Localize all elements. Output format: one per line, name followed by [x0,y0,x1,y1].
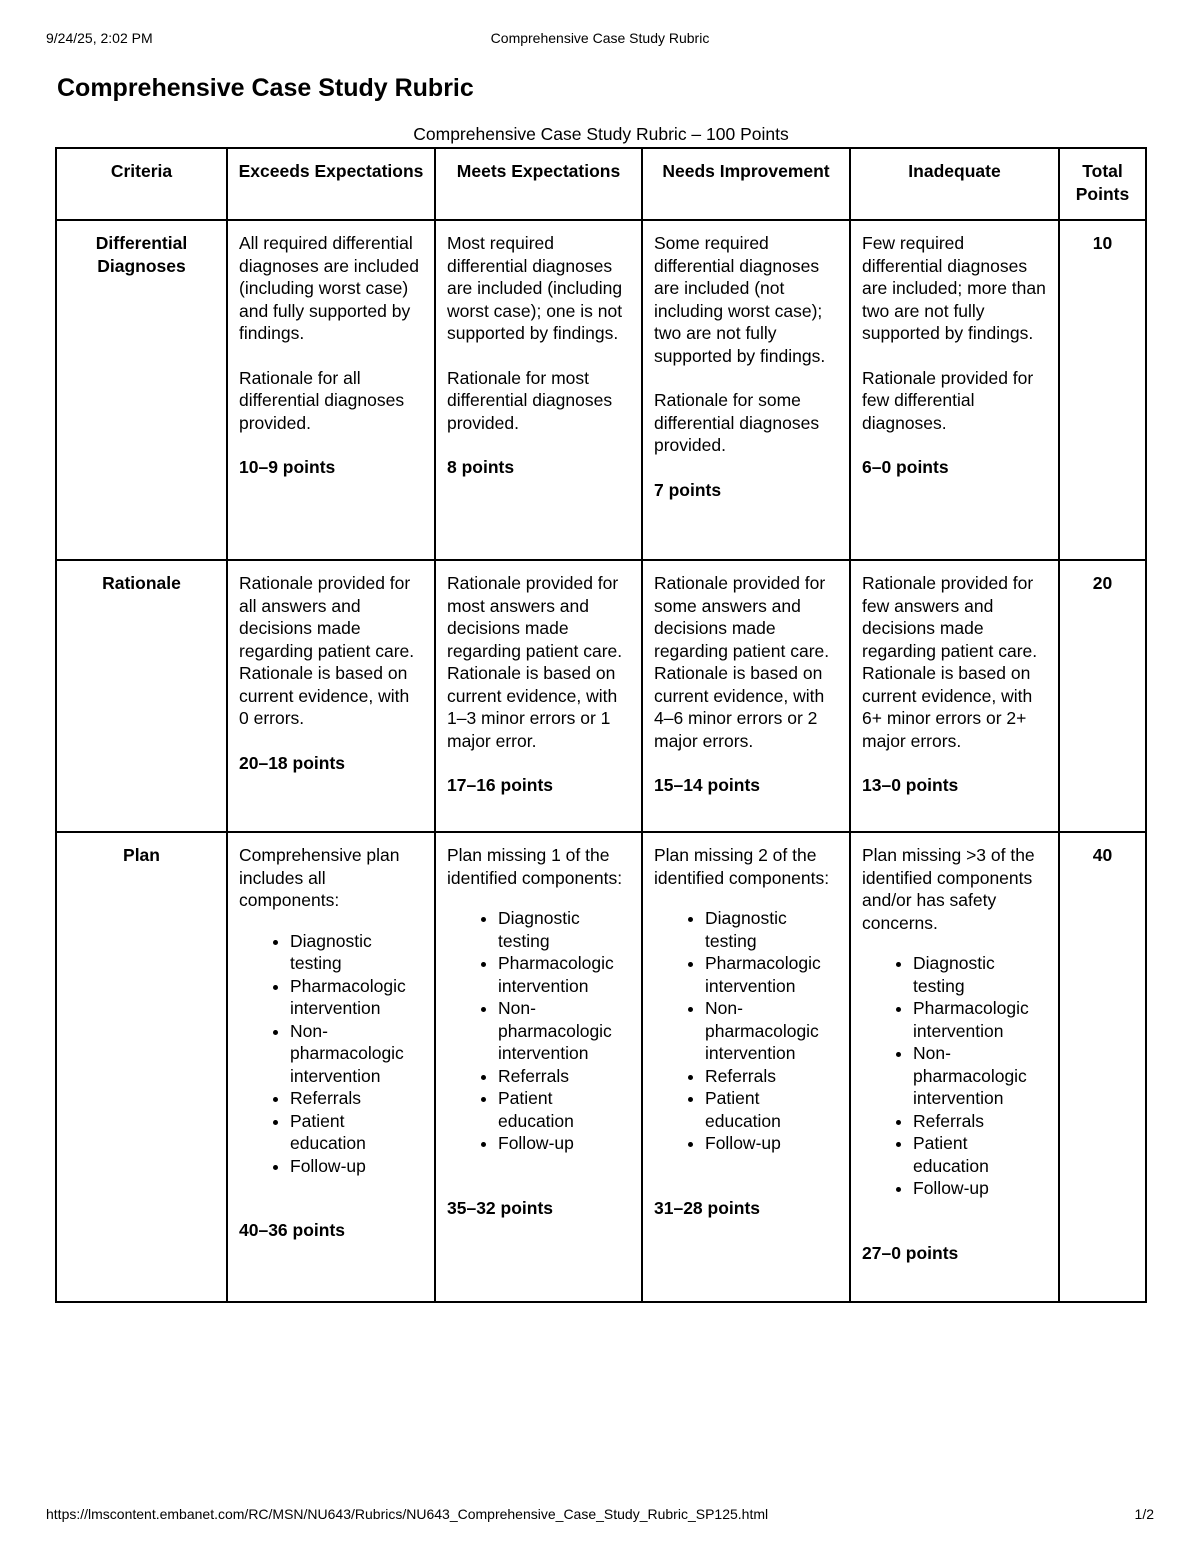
list-item: • Referrals [913,1110,1047,1133]
table-row [56,220,1146,560]
component-list [239,930,423,1178]
cell-description: Rationale provided for most answers and decisions made regarding patient care. Rationale is based on current evidence, with 1–3 minor errors or 1 major error. [447,573,623,751]
rubric-cell [435,220,642,560]
cell-rationale: Rationale provided for few differential diagnoses. [862,367,1034,433]
cell-points: 13–0 points [862,775,959,795]
list-item: • Follow-up [290,1155,423,1178]
rubric-cell [642,220,850,560]
table-caption: Comprehensive Case Study Rubric – 100 Points [413,124,789,144]
component-list [447,907,630,1155]
list-item: • Diagnostic testing [290,930,423,975]
cell-rationale: Rationale for most differential diagnoses provided. [447,367,613,433]
cell-points: 10–9 points [239,457,336,477]
cell-rationale: Rationale for some differential diagnoses provided. [654,390,820,455]
print-doc-title: Comprehensive Case Study Rubric [490,30,710,46]
cell-description: Few required differential diagnoses are included; more than two are not fully supported by findings. [862,233,1046,343]
criteria-cell: Rationale [56,560,227,832]
list-item: • Non-pharmacologic intervention [913,1042,1047,1110]
rubric-cell [227,832,435,1302]
rubric-cell [227,220,435,560]
col-header-inadequate: Inadequate [850,148,1059,220]
col-header-meets: Meets Expectations [435,148,642,220]
cell-description: Comprehensive plan includes all components: [239,845,400,910]
list-item: • Non-pharmacologic intervention [705,997,838,1065]
list-item: • Pharmacologic intervention [705,952,838,997]
list-item: • Referrals [705,1065,838,1088]
cell-description: Plan missing 1 of the identified components: [447,845,623,888]
list-item: • Patient education [498,1087,630,1132]
total-points-cell: 40 [1059,832,1146,1302]
rubric-cell [227,560,435,832]
cell-points: 7 points [654,479,722,500]
total-points-cell: 20 [1059,560,1146,832]
list-item: • Follow-up [498,1132,630,1155]
cell-points: 27–0 points [862,1242,959,1263]
cell-rationale: Rationale for all differential diagnoses provided. [239,367,405,433]
list-item: • Follow-up [705,1132,838,1155]
cell-points: 31–28 points [654,1197,761,1218]
rubric-cell [435,832,642,1302]
total-points-cell: 10 [1059,220,1146,560]
table-row [56,560,1146,832]
list-item: • Patient education [913,1132,1047,1177]
col-header-total-points: Total Points [1059,148,1146,220]
cell-points: 40–36 points [239,1220,346,1240]
list-item: • Non-pharmacologic intervention [498,997,630,1065]
criteria-cell: Differential Diagnoses [56,220,227,560]
col-header-needs-improvement: Needs Improvement [642,148,850,220]
table-row [56,832,1146,1302]
print-footer [46,1506,1154,1522]
list-item: • Pharmacologic intervention [498,952,630,997]
col-header-exceeds: Exceeds Expectations [227,148,435,220]
list-item: • Referrals [498,1065,630,1088]
header-row [56,148,1146,220]
list-item: • Diagnostic testing [498,907,630,952]
cell-description: Some required differential diagnoses are included (not including worst case); two are not fully supported by findings. [654,233,826,366]
component-list [862,952,1047,1200]
cell-points: 6–0 points [862,457,949,477]
cell-points: 35–32 points [447,1197,554,1218]
list-item: • Patient education [705,1087,838,1132]
rubric-cell [850,560,1059,832]
list-item: • Patient education [290,1110,423,1155]
cell-points: 20–18 points [239,752,346,773]
rubric-cell [850,220,1059,560]
rubric-cell [642,832,850,1302]
rubric-cell [850,832,1059,1302]
rubric-cell [642,560,850,832]
cell-description: Most required differential diagnoses are included (including worst case); one is not supported by findings. [447,233,623,343]
page-title: Comprehensive Case Study Rubric [57,74,474,102]
print-header [46,30,1154,50]
cell-description: All required differential diagnoses are included (including worst case) and fully supported by findings. [239,233,419,343]
list-item: • Follow-up [913,1177,1047,1200]
cell-points: 15–14 points [654,775,761,795]
list-item: • Pharmacologic intervention [913,997,1047,1042]
cell-description: Plan missing 2 of the identified components: [654,845,830,888]
col-header-criteria: Criteria [56,148,227,220]
component-list [654,907,838,1155]
list-item: • Pharmacologic intervention [290,975,423,1020]
print-url: https://lmscontent.embanet.com/RC/MSN/NU643/Rubrics/NU643_Comprehensive_Case_Study_Rubric_SP125.html [46,1506,769,1522]
page-number: 1/2 [1134,1506,1154,1522]
list-item: • Diagnostic testing [705,907,838,952]
list-item: • Referrals [290,1087,423,1110]
cell-description: Rationale provided for all answers and decisions made regarding patient care. Rationale is based on current evidence, with 0 errors. [239,573,415,728]
rubric-cell [435,560,642,832]
cell-points: 17–16 points [447,775,554,795]
rubric-table [55,147,1147,1303]
cell-description: Rationale provided for few answers and decisions made regarding patient care. Rationale is based on current evidence, with 6+ minor errors or 2+ major errors. [862,573,1038,751]
list-item: • Non-pharmacologic intervention [290,1020,423,1088]
print-datetime: 9/24/25, 2:02 PM [46,30,153,46]
criteria-cell: Plan [56,832,227,1302]
cell-points: 8 points [447,457,515,477]
list-item: • Diagnostic testing [913,952,1047,997]
cell-description: Rationale provided for some answers and decisions made regarding patient care. Rationale is based on current evidence, with 4–6 minor errors or 2 major errors. [654,573,830,751]
cell-description: Plan missing >3 of the identified components and/or has safety concerns. [862,845,1035,933]
